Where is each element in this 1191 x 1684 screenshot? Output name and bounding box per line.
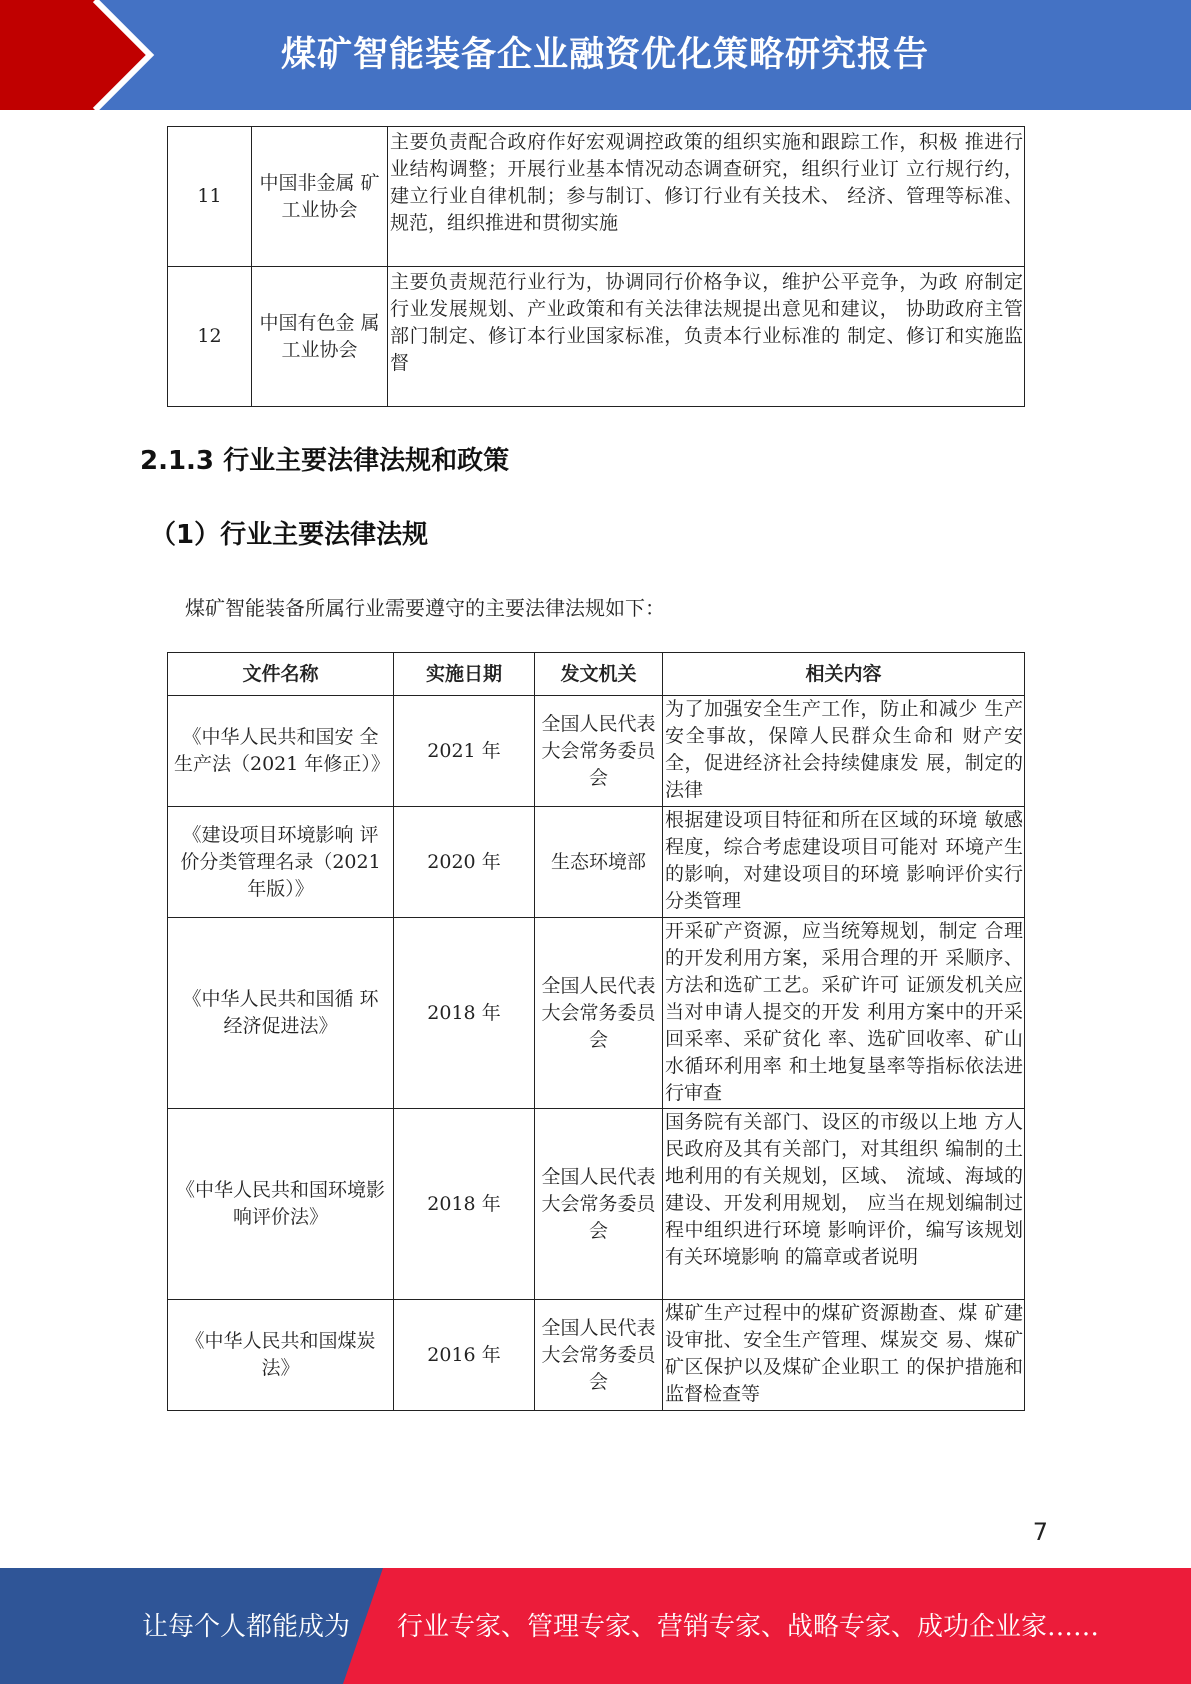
law-content: 为了加强安全生产工作，防止和减少 生产安全事故，保障人民群众生命和 财产安全，促进经济社会持续健康发 展，制定的法律	[663, 696, 1025, 807]
page-number: 7	[1032, 1518, 1048, 1546]
law-content: 国务院有关部门、设区的市级以上地 方人民政府及其有关部门，对其组织 编制的土地利用的有关规划，区域、 流域、海域的建设、开发利用规划， 应当在规划编制过程中组织进行环境 影响评价，编写该规划有关环境影响 的篇章或者说明	[663, 1109, 1025, 1300]
association-duties: 主要负责规范行业行为，协调同行价格争议，维护公平竞争，为政 府制定行业发展规划、产业政策和有关法律法规提出意见和建议， 协助政府主管部门制定、修订本行业国家标准，负责本行业标准的 制定、修订和实施监督	[388, 267, 1025, 407]
column-header-name: 文件名称	[168, 653, 394, 696]
law-date: 2016 年	[394, 1300, 535, 1411]
law-name: 《中华人民共和国安 全生产法（2021 年修正）》	[168, 696, 394, 807]
law-content: 开采矿产资源，应当统筹规划，制定 合理的开发利用方案，采用合理的开 采顺序、方法和选矿工艺。采矿许可 证颁发机关应当对申请人提交的开发 利用方案中的开采回采率、采矿贫化 率、选矿回收率、矿山水循环利用率 和土地复垦率等指标依法进行审查	[663, 918, 1025, 1109]
law-name: 《建设项目环境影响 评价分类管理名录（2021 年版）》	[168, 807, 394, 918]
row-number: 12	[168, 267, 252, 407]
table-header-row	[168, 653, 1025, 696]
law-issuer: 全国人民代表大会常务委员会	[535, 1300, 663, 1411]
association-name: 中国非金属 矿工业协会	[252, 127, 388, 267]
footer-slogan-left: 让每个人都能成为	[142, 1612, 351, 1642]
law-issuer: 全国人民代表大会常务委员会	[535, 696, 663, 807]
page-header	[0, 0, 1191, 110]
law-issuer: 全国人民代表大会常务委员会	[535, 1109, 663, 1300]
laws-table	[167, 652, 1025, 1411]
footer-slogan-right: 行业专家、管理专家、营销专家、战略专家、成功企业家……	[397, 1612, 1100, 1642]
subsection-heading: （1）行业主要法律法规	[150, 520, 429, 550]
law-issuer: 全国人民代表大会常务委员会	[535, 918, 663, 1109]
law-date: 2020 年	[394, 807, 535, 918]
intro-paragraph: 煤矿智能装备所属行业需要遵守的主要法律法规如下：	[185, 596, 665, 620]
law-issuer: 生态环境部	[535, 807, 663, 918]
column-header-issuer: 发文机关	[535, 653, 663, 696]
law-content: 煤矿生产过程中的煤矿资源勘查、煤 矿建设审批、安全生产管理、煤炭交 易、煤矿矿区保护以及煤矿企业职工 的保护措施和监督检查等	[663, 1300, 1025, 1411]
column-header-date: 实施日期	[394, 653, 535, 696]
law-content: 根据建设项目特征和所在区域的环境 敏感程度，综合考虑建设项目可能对 环境产生的影响，对建设项目的环境 影响评价实行分类管理	[663, 807, 1025, 918]
table-row	[168, 127, 1025, 267]
law-date: 2018 年	[394, 1109, 535, 1300]
law-name: 《中华人民共和国环境影响评价法》	[168, 1109, 394, 1300]
law-name: 《中华人民共和国煤炭法》	[168, 1300, 394, 1411]
law-name: 《中华人民共和国循 环经济促进法》	[168, 918, 394, 1109]
table-row	[168, 918, 1025, 1109]
table-row	[168, 267, 1025, 407]
section-heading: 2.1.3 行业主要法律法规和政策	[140, 446, 510, 476]
table-row	[168, 1109, 1025, 1300]
law-date: 2018 年	[394, 918, 535, 1109]
law-date: 2021 年	[394, 696, 535, 807]
column-header-content: 相关内容	[663, 653, 1025, 696]
header-title: 煤矿智能装备企业融资优化策略研究报告	[280, 35, 929, 75]
association-duties: 主要负责配合政府作好宏观调控政策的组织实施和跟踪工作，积极 推进行业结构调整；开展行业基本情况动态调查研究，组织行业订 立行规行约，建立行业自律机制；参与制订、修订行业有关技术、 经济、管理等标准、规范，组织推进和贯彻实施	[388, 127, 1025, 267]
table-row	[168, 1300, 1025, 1411]
table-row	[168, 696, 1025, 807]
row-number: 11	[168, 127, 252, 267]
associations-table	[167, 126, 1025, 407]
page-footer	[0, 1568, 1191, 1684]
table-row	[168, 807, 1025, 918]
association-name: 中国有色金 属工业协会	[252, 267, 388, 407]
